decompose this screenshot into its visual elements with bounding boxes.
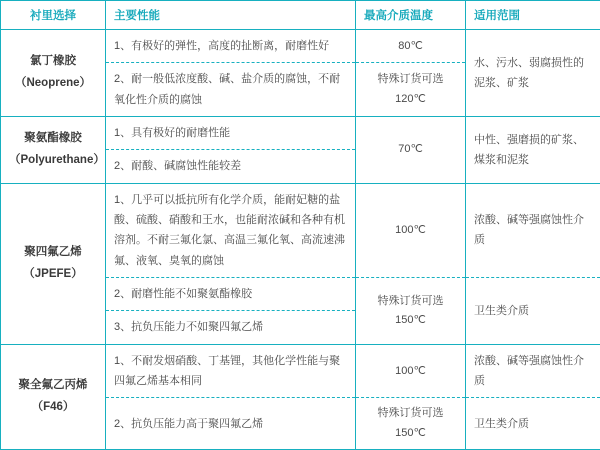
temperature-line1: 特殊订货可选 (364, 292, 457, 311)
temperature-line2: 120℃ (364, 90, 457, 109)
material-name-line1: 聚氨酯橡胶 (9, 128, 97, 150)
temperature-cell (356, 30, 466, 63)
feature-cell: 2、耐一般低浓度酸、碱、盐介质的腐蚀，不耐氧化性介质的腐蚀 (106, 63, 356, 117)
feature-cell: 2、耐酸、碱腐蚀性能较差 (106, 150, 356, 183)
material-name-cell (1, 117, 106, 184)
temperature-cell (356, 278, 466, 345)
material-name-line1: 聚四氟乙烯 (9, 242, 97, 264)
temperature-line1: 100℃ (364, 362, 457, 381)
temperature-cell (356, 344, 466, 398)
scope-cell: 卫生类介质 (466, 278, 600, 345)
scope-cell: 浓酸、碱等强腐蚀性介质 (466, 183, 600, 277)
temperature-line1: 70℃ (364, 140, 457, 159)
material-name-cell (1, 183, 106, 344)
feature-cell: 1、几乎可以抵抗所有化学介质，能耐妃糖的盐酸、硫酸、硝酸和王水，也能耐浓碱和各种有机溶剂。不耐三氟化氯、高温三氟化氧、高流速沸氟、液氧、臭氧的腐蚀 (106, 183, 356, 277)
material-name-line2: （Neoprene） (9, 73, 97, 95)
temperature-line2: 150℃ (364, 424, 457, 443)
table-row (1, 344, 600, 398)
scope-cell: 浓酸、碱等强腐蚀性介质 (466, 344, 600, 398)
header-main-performance: 主要性能 (106, 1, 356, 30)
material-name-line1: 氯丁橡胶 (9, 51, 97, 73)
header-max-medium-temperature: 最高介质温度 (356, 1, 466, 30)
temperature-cell (356, 117, 466, 184)
feature-cell: 1、不耐发烟硝酸、丁基锂，其他化学性能与聚四氟乙烯基本相同 (106, 344, 356, 398)
table-row (1, 30, 600, 63)
feature-cell: 2、抗负压能力高于聚四氟乙烯 (106, 398, 356, 450)
temperature-cell (356, 183, 466, 277)
table-row (1, 183, 600, 277)
feature-cell: 1、具有极好的耐磨性能 (106, 117, 356, 150)
feature-cell: 3、抗负压能力不如聚四氟乙烯 (106, 311, 356, 344)
header-lining-selection: 衬里选择 (1, 1, 106, 30)
header-row (1, 1, 600, 30)
temperature-line1: 100℃ (364, 221, 457, 240)
header-application-scope: 适用范围 (466, 1, 600, 30)
temperature-cell (356, 398, 466, 450)
scope-cell: 卫生类介质 (466, 398, 600, 450)
temperature-line1: 特殊订货可选 (364, 404, 457, 423)
table-body (1, 30, 600, 450)
table-row (1, 117, 600, 150)
scope-cell: 中性、强磨损的矿浆、煤浆和泥浆 (466, 117, 600, 184)
material-name-line2: （JPEFE） (9, 264, 97, 286)
temperature-line2: 150℃ (364, 311, 457, 330)
temperature-line1: 80℃ (364, 37, 457, 56)
feature-cell: 2、耐磨性能不如聚氨酯橡胶 (106, 278, 356, 311)
material-name-line2: （F46） (9, 397, 97, 419)
table-header (1, 1, 600, 30)
material-name-cell (1, 30, 106, 117)
feature-cell: 1、有极好的弹性，高度的扯断离，耐磨性好 (106, 30, 356, 63)
material-name-cell (1, 344, 106, 449)
material-name-line1: 聚全氟乙丙烯 (9, 375, 97, 397)
material-name-line2: （Polyurethane） (9, 150, 97, 172)
scope-cell: 水、污水、弱腐损性的泥浆、矿浆 (466, 30, 600, 117)
temperature-line1: 特殊订货可选 (364, 70, 457, 89)
temperature-cell (356, 63, 466, 117)
